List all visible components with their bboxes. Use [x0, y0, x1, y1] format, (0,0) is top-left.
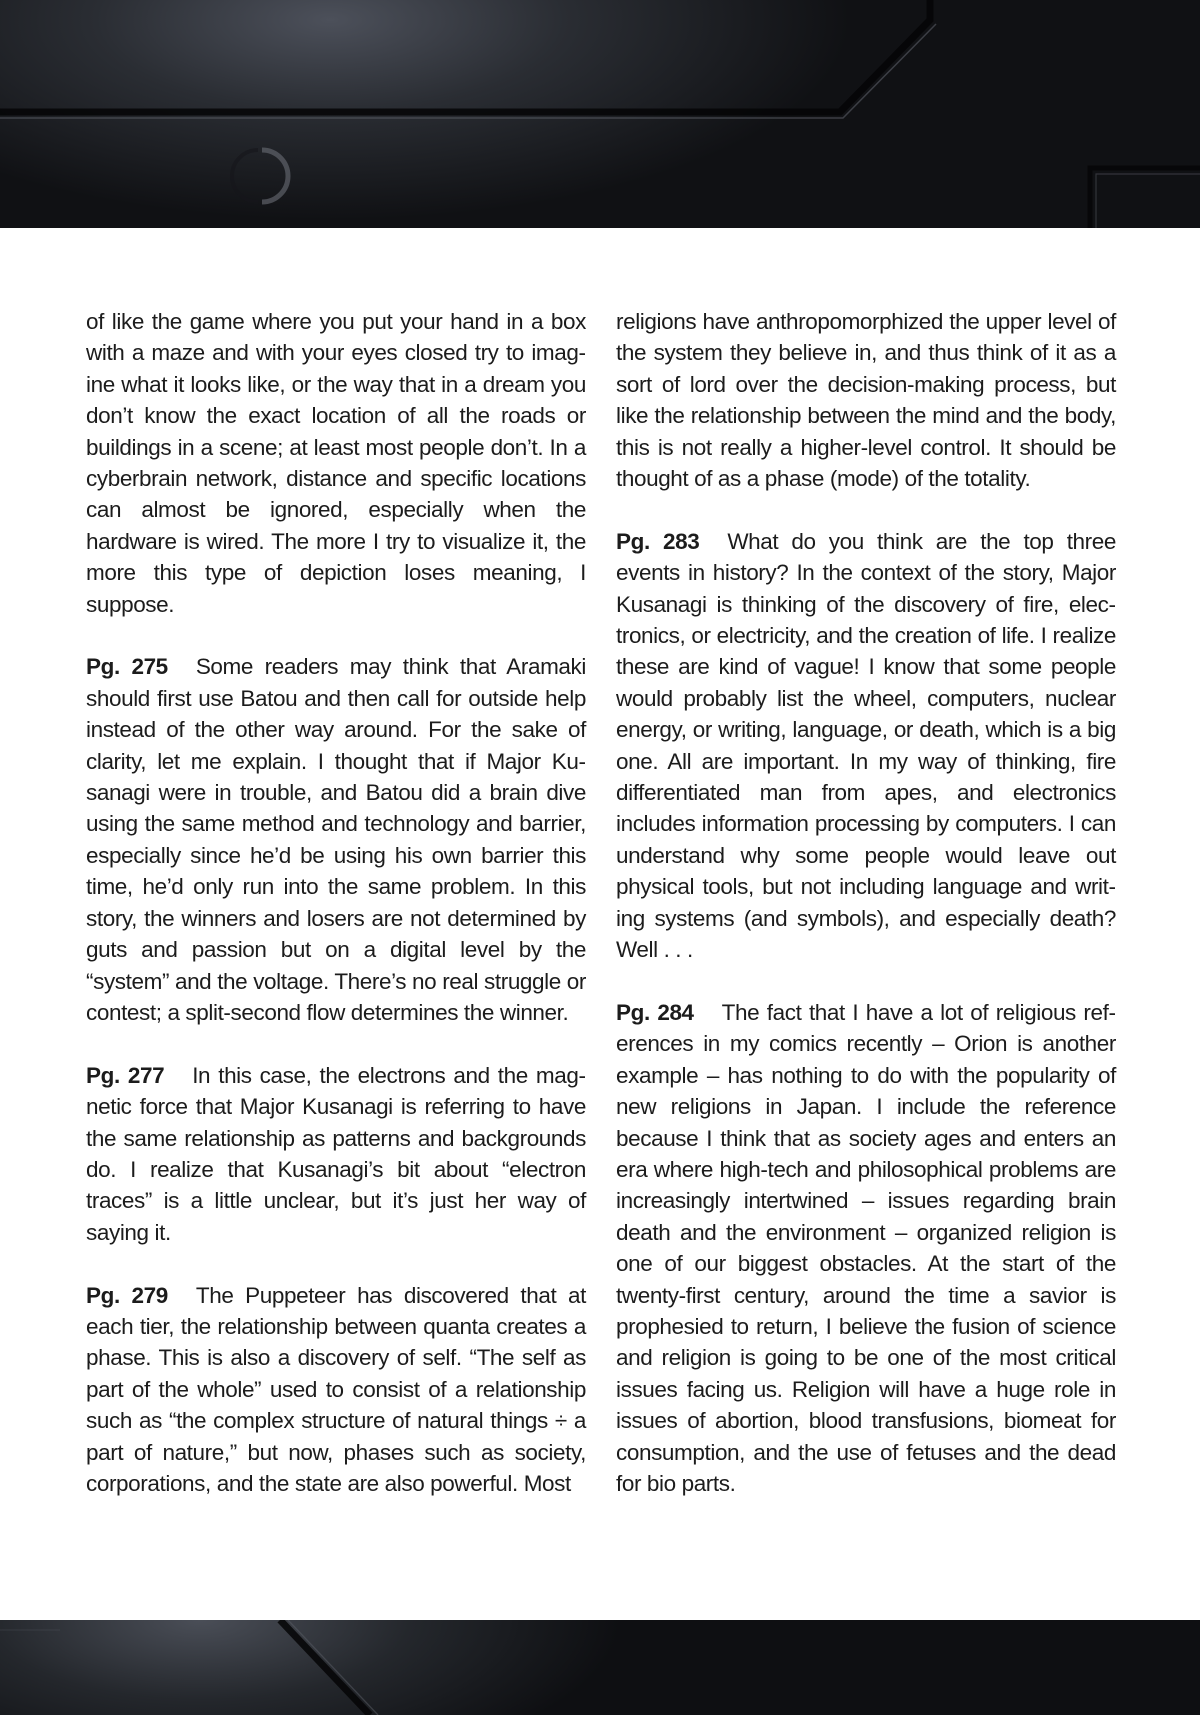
- paragraph-pg-275: Pg. 275 Some readers may think that Aramaki should first use Batou and then call for outside help instead of the other way around. For the sake of clarity, let me explain. I thought that if Major Kusanagi were in trouble, and Batou did a brain dive using the same method and technology and barrier, especially since he’d be using his own barrier this time, he’d only run into the same problem. In this story, the winners and losers are not determined by guts and passion but on a digital level by the “system” and the voltage. There’s no real struggle or contest; a split-second flow determines the winner.: [86, 654, 586, 1025]
- page-reference-label: Pg. 283: [616, 528, 700, 554]
- page-reference-label: Pg. 275: [86, 654, 168, 680]
- page-reference-label: Pg. 284: [616, 999, 694, 1025]
- paragraph-pg-279: Pg. 279 The Puppeteer has discovered that at each tier, the relationship between quanta creates a phase. This is also a discovery of self. “The self as part of the whole” used to consist of a relationship such as “the complex structure of natural things ÷ a part of nature,” but now, phases such as society, corporations, and the state are also powerful. Most: [86, 1282, 586, 1496]
- paragraph-pg-284: Pg. 284 The fact that I have a lot of religious references in my comics recently – Orion is another example – has nothing to do with the popularity of new religions in Japan. I include the reference because I think that as society ages and enters an era where high-tech and philosophical problems are increasingly intertwined – issues regarding brain death and the environment – organized religion is one of our biggest obstacles. At the start of the twenty-first century, around the time a savior is prophesied to return, I believe the fusion of science and religion is going to be one of the most critical issues facing us. Religion will have a huge role in issues of abortion, blood transfusions, biomeat for consumption, and the use of fetuses and the dead for bio parts.: [616, 999, 1116, 1496]
- page-reference-label: Pg. 277: [86, 1062, 165, 1088]
- right-column: [616, 306, 1116, 1499]
- page-reference-label: Pg. 279: [86, 1282, 168, 1308]
- body-text: [86, 306, 1116, 1499]
- circuit-pattern-graphic: [0, 0, 1200, 228]
- footer-decorative-band: [0, 1620, 1200, 1715]
- paragraph-pg-277: Pg. 277 In this case, the electrons and the magnetic force that Major Kusanagi is referring to have the same relationship as patterns and backgrounds do. I realize that Kusanagi’s bit about “electron traces” is a little unclear, but it’s just her way of saying it.: [86, 1062, 586, 1245]
- paragraph-continuation: of like the game where you put your hand in a box with a maze and with your eyes closed try to imagine what it looks like, or the way that in a dream you don’t know the exact location of all the roads or buildings in a scene; at least most people don’t. In a cyberbrain network, distance and specific locations can almost be ignored, especially when the hardware is wired. The more I try to visualize it, the more this type of depiction loses meaning, I suppose.: [86, 309, 586, 617]
- header-decorative-band: [0, 0, 1200, 228]
- paragraph-pg-283: Pg. 283 What do you think are the top three events in history? In the context of the story, Major Kusanagi is thinking of the discovery of fire, electronics, or electricity, and the creation of life. I realize these are kind of vague! I know that some people would probably list the wheel, computers, nuclear energy, or writing, language, or death, which is a big one. All are important. In my way of thinking, fire differentiated man from apes, and electronics includes information processing by computers. I can understand why some people would leave out physical tools, but not including language and writing systems (and symbols), and especially death? Well . . .: [616, 528, 1116, 963]
- circuit-pattern-graphic: [0, 1620, 1200, 1715]
- left-column: [86, 306, 586, 1499]
- paragraph-continuation: religions have anthropomorphized the upper level of the system they believe in, and thus think of it as a sort of lord over the decision-making process, but like the relationship between the mind and the body, this is not really a higher-level control. It should be thought of as a phase (mode) of the totality.: [616, 309, 1116, 492]
